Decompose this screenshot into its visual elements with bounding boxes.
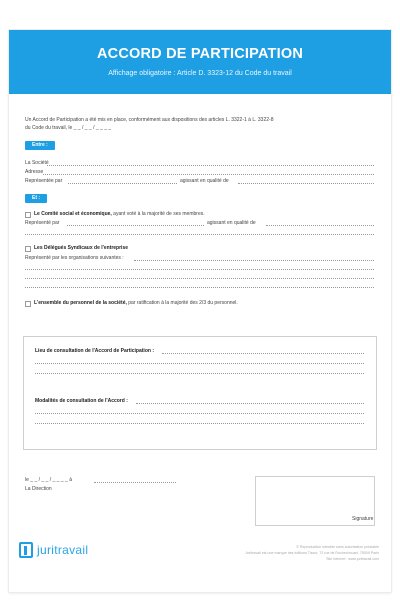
document-header bbox=[9, 30, 391, 94]
intro-text-line-1: Un Accord de Participation a été mis en place, conformément aux dispositions des articles L. 3322-1 à L. 3322-8 bbox=[25, 117, 274, 123]
footer-line-2: Juritravail est une marque des éditions Tissot, 72 rue de Rochechouart, 75009 Paris bbox=[245, 551, 379, 555]
intro-text-line-2: du Code du travail, le _ _ / _ _ / _ _ _ _ bbox=[25, 125, 112, 131]
et-label: Et : bbox=[25, 194, 47, 203]
ensemble-bold: L'ensemble du personnel de la société, bbox=[34, 300, 127, 306]
agissant-label: agissant en qualité de bbox=[180, 178, 229, 184]
comite-rest: ayant voté à la majorité de ses membres. bbox=[111, 211, 205, 217]
lieu-label: Lieu de consultation de l'Accord de Participation : bbox=[35, 348, 154, 354]
signature-label: Signature bbox=[352, 516, 374, 522]
represente-par-field[interactable] bbox=[68, 183, 177, 184]
ensemble-checkbox[interactable] bbox=[25, 301, 31, 307]
comite-agissant-field[interactable] bbox=[266, 225, 374, 226]
delegues-represente-label: Représenté par les organisations suivantes : bbox=[25, 255, 124, 261]
lieu-field-2[interactable] bbox=[35, 363, 364, 364]
juritravail-logo bbox=[19, 540, 88, 560]
brand-bold: juri bbox=[37, 543, 55, 557]
direction-label: La Direction bbox=[25, 486, 52, 492]
delegues-checkbox[interactable] bbox=[25, 246, 31, 252]
delegues-org-field-4[interactable] bbox=[25, 287, 374, 288]
comite-represente-field[interactable] bbox=[67, 225, 204, 226]
document-subtitle: Affichage obligatoire : Article D. 3323-12 du Code du travail bbox=[108, 70, 292, 77]
comite-text bbox=[34, 211, 205, 217]
logo-mark-icon bbox=[19, 542, 33, 558]
brand-light: travail bbox=[54, 543, 89, 557]
document-title: ACCORD DE PARTICIPATION bbox=[97, 46, 303, 62]
delegues-org-field-3[interactable] bbox=[25, 278, 374, 279]
footer-line-1: © Reproduction interdite sans autorisation préalable bbox=[296, 545, 379, 549]
ensemble-rest: par ratification à la majorité des 2/3 du personnel. bbox=[126, 300, 238, 306]
societe-field[interactable] bbox=[47, 165, 374, 166]
comite-agissant-label: agissant en qualité de bbox=[207, 220, 256, 226]
modalites-field-3[interactable] bbox=[35, 423, 364, 424]
delegues-org-field-1[interactable] bbox=[134, 260, 374, 261]
adresse-label: Adresse bbox=[25, 169, 44, 175]
place-field[interactable] bbox=[94, 482, 176, 483]
modalites-field-2[interactable] bbox=[35, 413, 364, 414]
modalites-field-1[interactable] bbox=[136, 403, 364, 404]
comite-represente-label: Représenté par bbox=[25, 220, 60, 226]
comite-extra-field[interactable] bbox=[25, 234, 374, 235]
delegues-label: Les Délégués Syndicaux de l'entreprise bbox=[34, 245, 129, 251]
comite-bold: Le Comité social et économique, bbox=[34, 211, 112, 217]
agissant-field[interactable] bbox=[238, 183, 374, 184]
modalites-label: Modalités de consultation de l'Accord : bbox=[35, 398, 128, 404]
document-page bbox=[9, 30, 391, 592]
societe-label: La Société bbox=[25, 160, 49, 166]
delegues-org-field-2[interactable] bbox=[25, 269, 374, 270]
comite-checkbox[interactable] bbox=[25, 212, 31, 218]
represente-par-label: Représentée par bbox=[25, 178, 63, 184]
entre-label: Entre : bbox=[25, 141, 55, 150]
date-place-label: le _ _ / _ _ / _ _ _ _ à bbox=[25, 477, 72, 483]
adresse-field[interactable] bbox=[43, 174, 374, 175]
ensemble-text bbox=[34, 300, 238, 306]
footer-line-3: Site internet : www.juritravail.com bbox=[326, 557, 379, 561]
lieu-field-1[interactable] bbox=[162, 353, 364, 354]
lieu-field-3[interactable] bbox=[35, 373, 364, 374]
logo-text bbox=[37, 543, 88, 557]
